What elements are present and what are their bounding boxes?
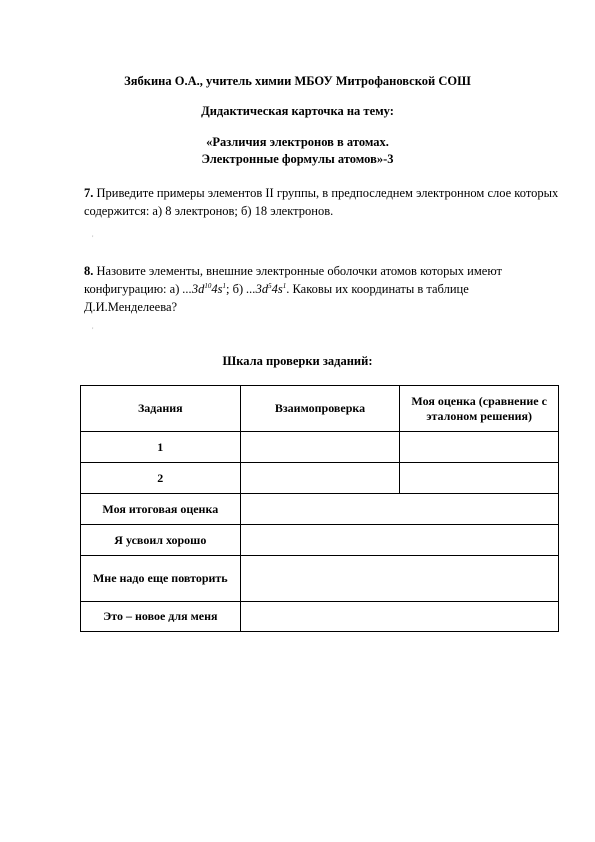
formula-b: $...3d^54s^1$ [246, 282, 287, 296]
peer-review-cell[interactable] [240, 463, 400, 494]
table-header-row [81, 386, 559, 432]
table-row [81, 494, 559, 525]
table-row [81, 602, 559, 632]
task-number: 1 [81, 432, 241, 463]
answer-mark-7: , [92, 232, 94, 238]
author-line: Зябкина О.А., учитель химии МБОУ Митрофановской СОШ [124, 74, 471, 88]
table-row [81, 432, 559, 463]
summary-label: Мне надо еще повторить [81, 556, 241, 602]
topic-line-1: «Различия электронов в атомах. [206, 135, 389, 149]
header-peer-review: Взаимопроверка [240, 386, 400, 432]
formula-a: $...3d^{10}4s^1$ [182, 282, 226, 296]
summary-label: Это – новое для меня [81, 602, 241, 632]
summary-answer-cell[interactable] [240, 602, 558, 632]
summary-label: Моя итоговая оценка [81, 494, 241, 525]
question-7 [84, 184, 564, 220]
table-row [81, 525, 559, 556]
question-8: 8. Назовите элементы, внешние электронные оболочки атомов которых имеют конфигурацию: а) $...3d^{10}4s^1$; б) $...3d^54s^1$. Каковы их координаты в таблице Д.И.Менделеева? [84, 264, 502, 314]
my-grade-cell[interactable] [400, 463, 559, 494]
header-tasks: Задания [81, 386, 241, 432]
summary-answer-cell[interactable] [240, 494, 558, 525]
task-number: 2 [81, 463, 241, 494]
table-row [81, 463, 559, 494]
my-grade-cell[interactable] [400, 432, 559, 463]
question-7-number: 7. [84, 186, 94, 200]
card-type-line: Дидактическая карточка на тему: [201, 104, 394, 118]
header-my-grade: Моя оценка (сравнение с эталоном решения) [400, 386, 559, 432]
topic-line-2: Электронные формулы атомов»-3 [201, 152, 394, 166]
table-row [81, 556, 559, 602]
question-8-text-b: . Каковы их координаты в таблице Д.И.Менделеева? [84, 282, 469, 314]
check-scale-table [80, 385, 559, 632]
question-8-text-a: Назовите элементы, внешние электронные оболочки атомов которых имеют конфигурацию: а) [84, 264, 502, 296]
question-8-number: 8. [84, 264, 94, 278]
summary-answer-cell[interactable] [240, 556, 558, 602]
question-7-text: Приведите примеры элементов II группы, в предпоследнем электронном слое которых содержится: а) 8 электронов; б) 18 электронов. [84, 186, 559, 218]
summary-answer-cell[interactable] [240, 525, 558, 556]
check-scale-title: Шкала проверки заданий: [222, 354, 373, 368]
summary-label: Я усвоил хорошо [81, 525, 241, 556]
answer-mark-8: , [92, 324, 94, 330]
peer-review-cell[interactable] [240, 432, 400, 463]
